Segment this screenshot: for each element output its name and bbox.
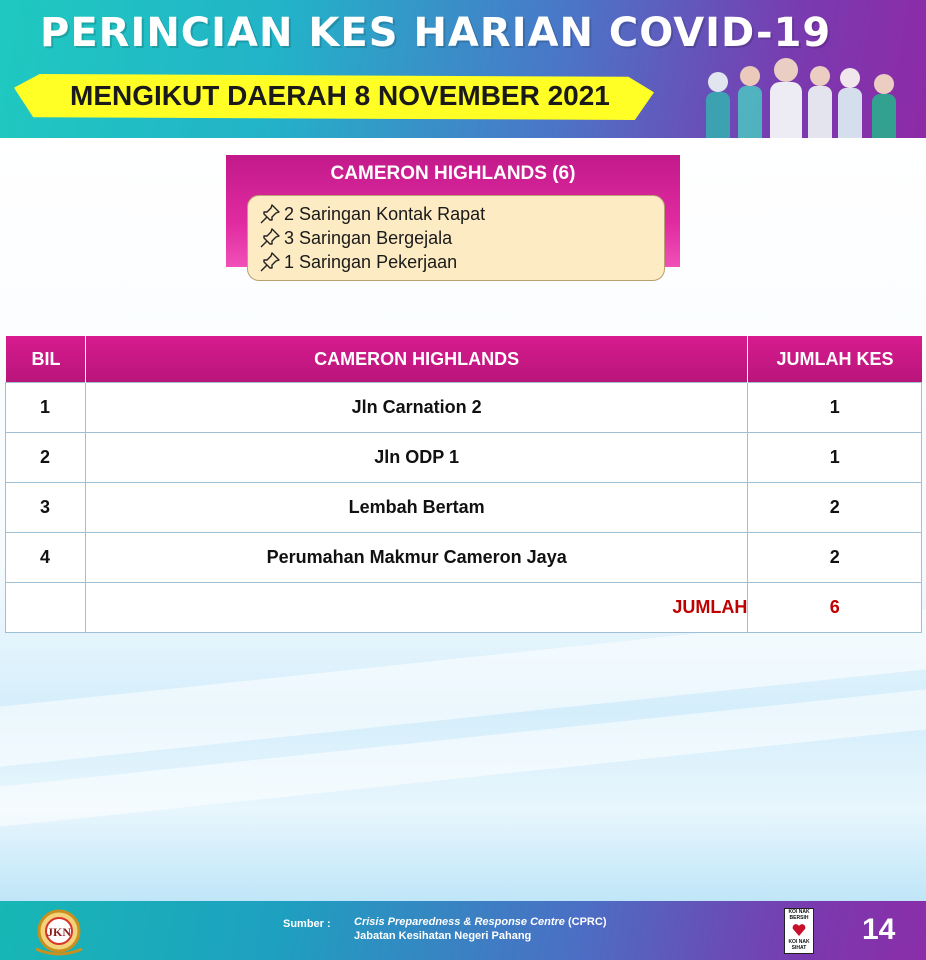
koi-nak-sihat-logo xyxy=(784,908,814,954)
row-cases: 1 xyxy=(748,383,922,433)
total-value: 6 xyxy=(748,583,922,633)
table-row xyxy=(6,483,922,533)
logo-bottom-text: KOI NAK SIHAT xyxy=(788,939,810,951)
row-number: 2 xyxy=(6,433,86,483)
page-number: 14 xyxy=(862,913,896,946)
header-banner xyxy=(0,0,926,138)
table-row xyxy=(6,433,922,483)
source-abbr: (CPRC) xyxy=(567,916,607,928)
row-location: Jln Carnation 2 xyxy=(85,383,748,433)
source-dept: Jabatan Kesihatan Negeri Pahang xyxy=(354,930,532,942)
row-number: 1 xyxy=(6,383,86,433)
row-cases: 2 xyxy=(748,533,922,583)
table-row xyxy=(6,533,922,583)
heart-icon xyxy=(792,923,806,937)
total-label: JUMLAH xyxy=(85,583,748,633)
table-row xyxy=(6,383,922,433)
logo-top-text: KOI NAK BERSIH xyxy=(788,909,810,921)
total-empty-cell xyxy=(6,583,86,633)
source-org-line xyxy=(354,916,606,928)
row-number: 4 xyxy=(6,533,86,583)
jkn-logo-text: JKN xyxy=(47,925,71,939)
summary-item xyxy=(260,250,664,274)
healthcare-workers-illustration xyxy=(688,54,918,138)
row-location: Perumahan Makmur Cameron Jaya xyxy=(85,533,748,583)
row-location: Lembah Bertam xyxy=(85,483,748,533)
column-header-cases: JUMLAH KES xyxy=(748,336,922,383)
jkn-logo-icon xyxy=(30,905,88,957)
row-cases: 1 xyxy=(748,433,922,483)
summary-card-body xyxy=(247,195,665,281)
table-header-row xyxy=(6,336,922,383)
row-number: 3 xyxy=(6,483,86,533)
summary-item-text: 2 Saringan Kontak Rapat xyxy=(284,203,486,224)
column-header-bil: BIL xyxy=(6,336,86,383)
pushpin-icon xyxy=(260,252,280,272)
pushpin-icon xyxy=(260,204,280,224)
page-title: PERINCIAN KES HARIAN COVID-19 xyxy=(40,10,832,56)
summary-item xyxy=(260,226,664,250)
summary-card-title: CAMERON HIGHLANDS (6) xyxy=(330,163,576,184)
source-org: Crisis Preparedness & Response Centre xyxy=(354,916,565,928)
summary-item-text: 3 Saringan Bergejala xyxy=(284,227,453,248)
row-cases: 2 xyxy=(748,483,922,533)
cases-table xyxy=(5,336,922,633)
pushpin-icon xyxy=(260,228,280,248)
summary-item-text: 1 Saringan Pekerjaan xyxy=(284,251,458,272)
row-location: Jln ODP 1 xyxy=(85,433,748,483)
table-total-row xyxy=(6,583,922,633)
column-header-location: CAMERON HIGHLANDS xyxy=(85,336,748,383)
summary-item xyxy=(260,202,664,226)
source-label: Sumber : xyxy=(283,918,331,930)
page-subtitle: MENGIKUT DAERAH 8 NOVEMBER 2021 xyxy=(70,80,610,111)
